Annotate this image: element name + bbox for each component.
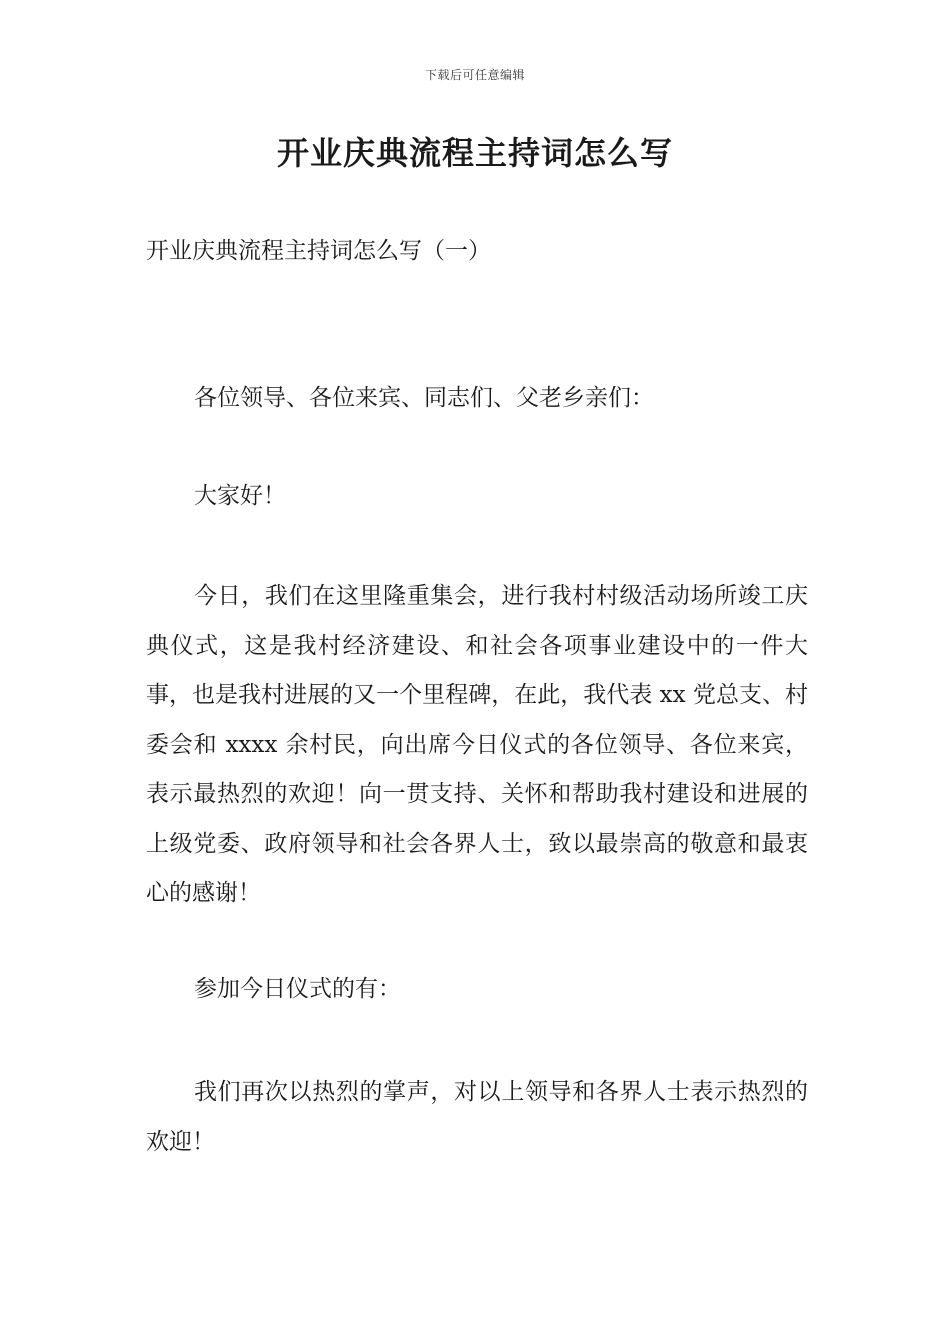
header-note: 下载后可任意编辑 <box>424 68 525 82</box>
hello-paragraph: 大家好！ <box>194 483 286 509</box>
applause-paragraph: 我们再次以热烈的掌声，对以上领导和各界人士表示热烈的欢迎！ <box>146 1079 808 1155</box>
document-title: 开业庆典流程主持词怎么写 <box>276 134 673 172</box>
section-subtitle: 开业庆典流程主持词怎么写（一） <box>146 238 491 264</box>
greeting-paragraph: 各位领导、各位来宾、同志们、父老乡亲们： <box>194 385 654 411</box>
attendees-paragraph: 参加今日仪式的有： <box>194 976 401 1002</box>
body-paragraph: 今日，我们在这里隆重集会，进行我村村级活动场所竣工庆典仪式，这是我村经济建设、和社会各项事业建设中的一件大事，也是我村进展的又一个里程碑，在此，我代表 xx 党总支、村委会和 xxxx 余村民，向出席今日仪式的各位领导、各位来宾，表示最热烈的欢迎！向一贯支持、关怀和帮助我村建设和进展的上级党委、政府领导和社会各界人士，致以最崇高的敬意和最衷心的感谢！ <box>146 583 808 906</box>
